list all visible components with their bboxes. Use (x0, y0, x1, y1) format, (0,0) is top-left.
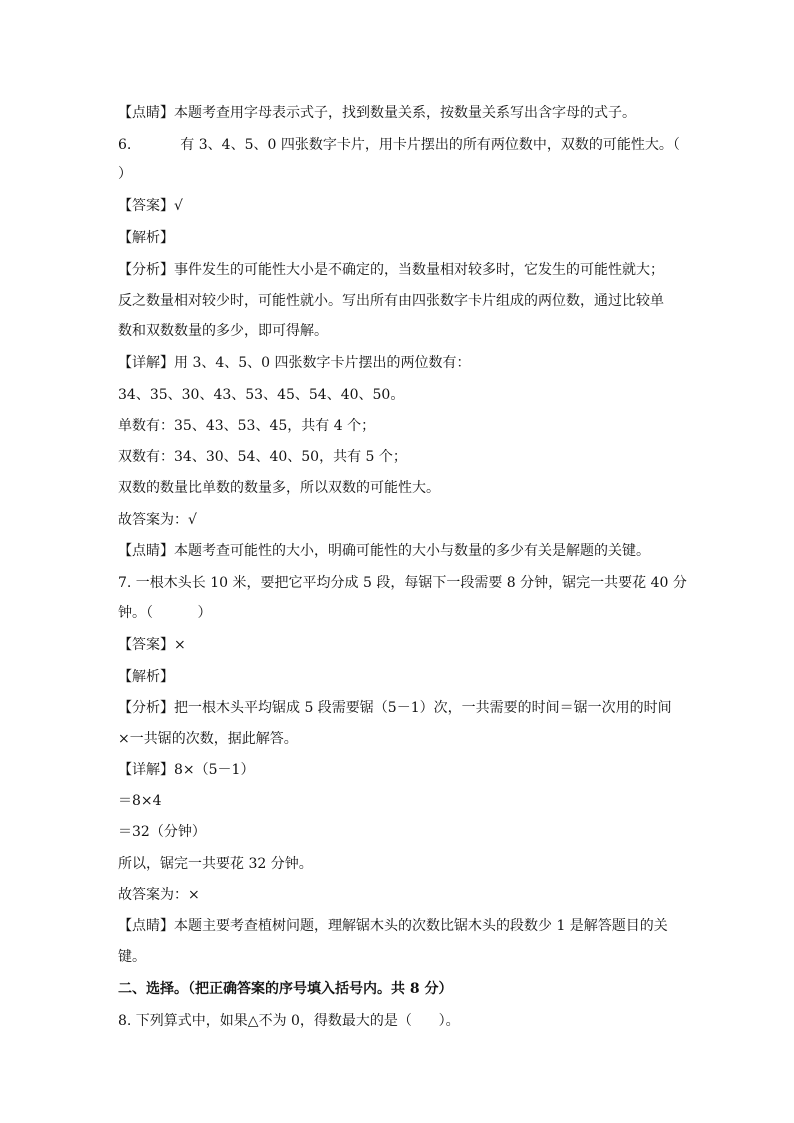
text-line: 【详解】用 3、4、5、0 四张数字卡片摆出的两位数有： (118, 355, 471, 371)
text-line: ＝32（分钟） (118, 824, 206, 840)
text-line: 【点睛】本题考查用字母表示式子，找到数量关系，按数量关系写出含字母的式子。 (118, 105, 636, 121)
text-line: 故答案为：√ (118, 512, 197, 528)
text-line: 【点睛】本题考查可能性的大小，明确可能性的大小与数量的多少有关是解题的关键。 (118, 543, 650, 559)
text-line: 【分析】把一根木头平均锯成 5 段需要锯（5－1）次，一共需要的时间＝锯一次用的时间 (118, 700, 672, 716)
text-line: 【详解】8×（5－1） (118, 762, 255, 778)
text-line: 8. 下列算式中，如果△不为 0，得数最大的是（ ）。 (118, 1013, 460, 1029)
text-line: 双数有：34、30、54、40、50，共有 5 个； (118, 449, 407, 465)
text-line: ） (118, 166, 132, 182)
text-line: 34、35、30、43、53、45、54、40、50。 (118, 387, 405, 403)
text-line: 【分析】事件发生的可能性大小是不确定的，当数量相对较多时，它发生的可能性就大； (118, 262, 664, 278)
text-line: 【解析】 (118, 669, 174, 685)
text-line: 【点睛】本题主要考查植树问题，理解锯木头的次数比锯木头的段数少 1 是解答题目的关 (118, 918, 668, 934)
text-line: 反之数量相对较少时，可能性就小。写出所有由四张数字卡片组成的两位数，通过比较单 (118, 293, 664, 309)
text-line: 7. 一根木头长 10 米，要把它平均分成 5 段，每锯下一段需要 8 分钟，锯完一共要花 40 分 (118, 575, 687, 591)
text-line: 故答案为：× (118, 887, 200, 903)
text-line: 【答案】× (118, 637, 186, 653)
text-line: 双数的数量比单数的数量多，所以双数的可能性大。 (118, 480, 440, 496)
text-line: 6. 有 3、4、5、0 四张数字卡片，用卡片摆出的所有两位数中，双数的可能性大。（ (118, 137, 680, 153)
text-line: 钟。（ ） (118, 605, 212, 621)
text-line: ＝8×4 (118, 793, 162, 809)
text-line: 【答案】√ (118, 198, 183, 214)
text-line: 所以，锯完一共要花 32 分钟。 (118, 856, 313, 872)
text-line: ×一共锯的次数，据此解答。 (118, 731, 298, 747)
text-line: 数和双数数量的多少，即可得解。 (118, 323, 328, 339)
text-line: 键。 (118, 949, 146, 965)
text-line: 单数有：35、43、53、45，共有 4 个； (118, 418, 376, 434)
text-line: 【解析】 (118, 230, 174, 246)
section-heading: 二、选择。（把正确答案的序号填入括号内。共 8 分） (118, 981, 453, 997)
